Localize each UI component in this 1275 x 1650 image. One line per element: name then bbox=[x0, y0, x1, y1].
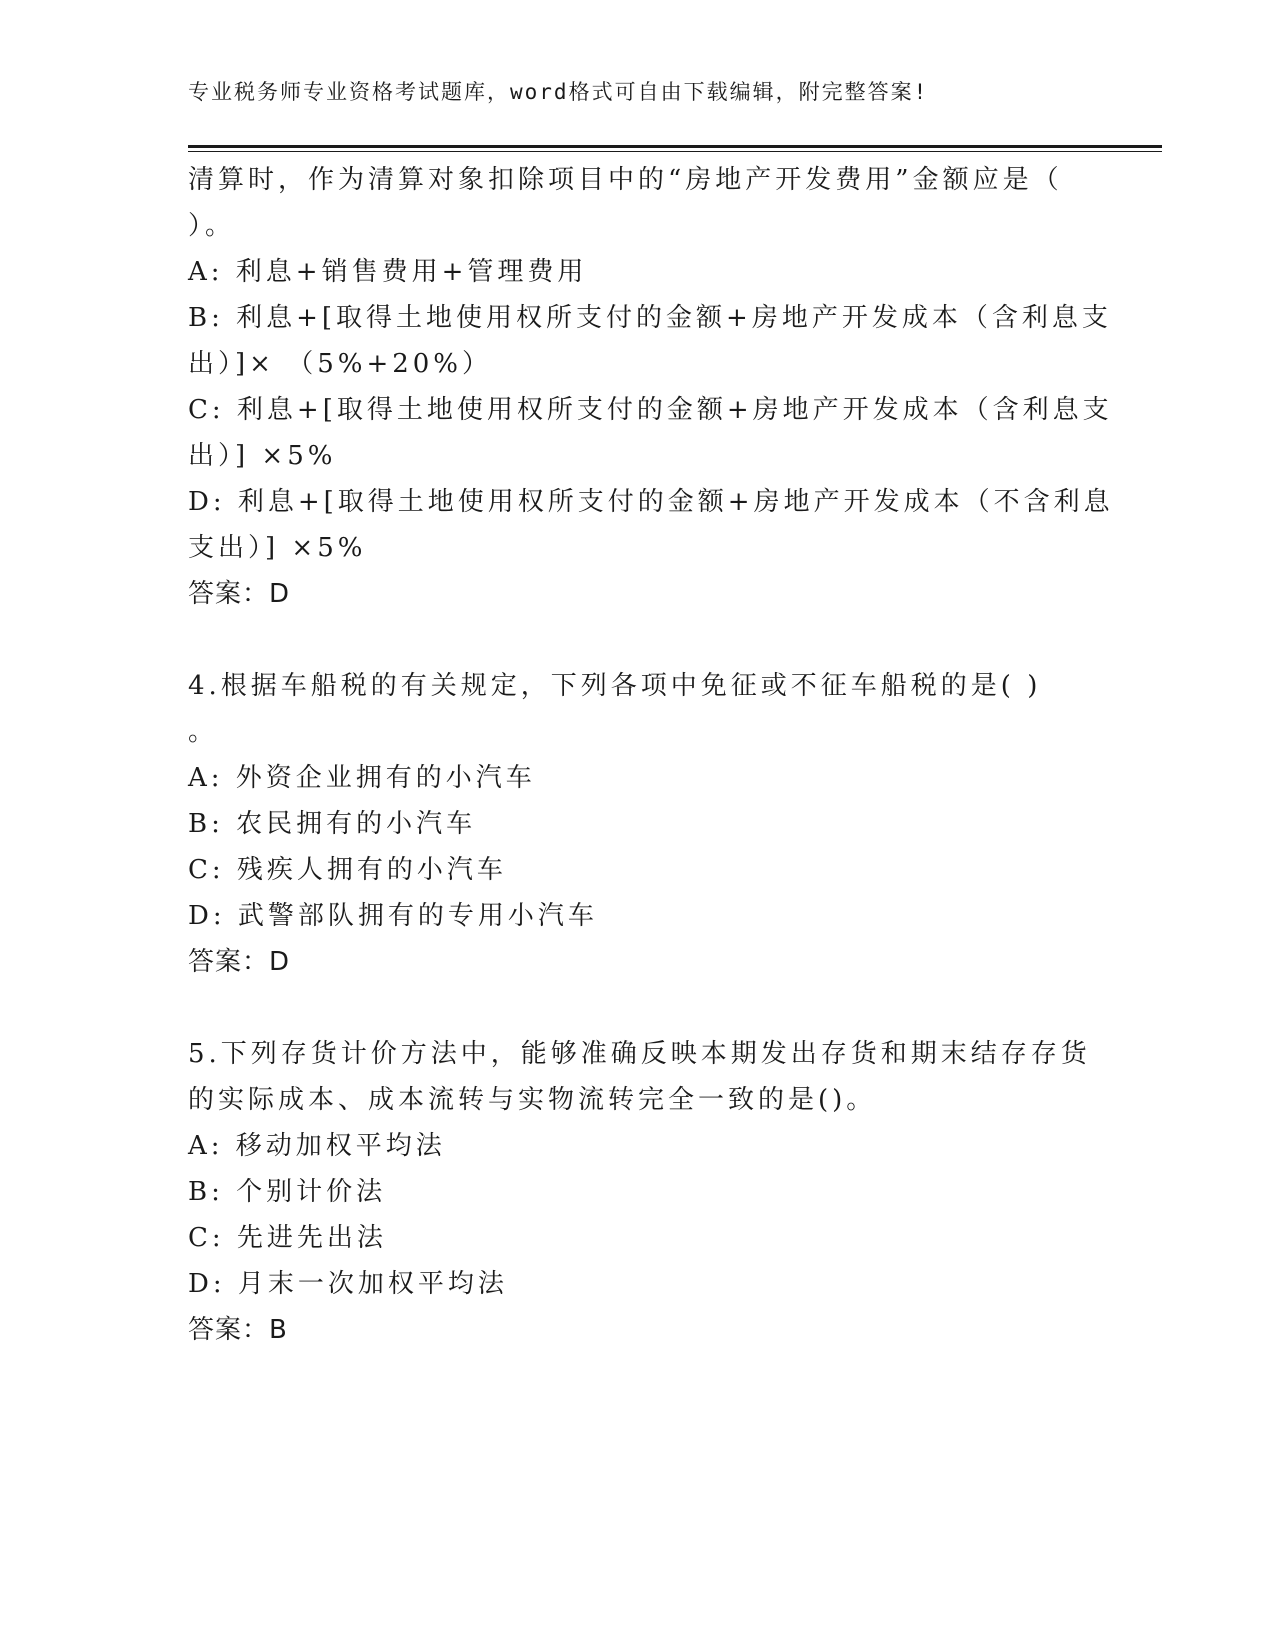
option-c: C: 残疾人拥有的小汽车 bbox=[188, 855, 507, 885]
answer-line: 答案：B bbox=[188, 1315, 288, 1345]
spacer bbox=[188, 985, 1068, 1031]
question-stem-line: 的实际成本、成本流转与实物流转完全一致的是()。 bbox=[188, 1085, 877, 1115]
option-b: B: 个别计价法 bbox=[188, 1177, 387, 1207]
option-d-cont: 支出）] ×5% bbox=[188, 533, 367, 563]
question-stem-line: 清算时，作为清算对象扣除项目中的“房地产开发费用”金额应是（ bbox=[188, 165, 1063, 195]
option-a: A: 移动加权平均法 bbox=[188, 1131, 446, 1161]
option-b-cont: 出）]× （5%+20%） bbox=[188, 349, 493, 379]
option-a: A: 外资企业拥有的小汽车 bbox=[188, 763, 536, 793]
question-block bbox=[188, 157, 1114, 617]
option-c-cont: 出）] ×5% bbox=[188, 441, 337, 471]
option-d: D: 武警部队拥有的专用小汽车 bbox=[188, 901, 598, 931]
document-body bbox=[188, 157, 1114, 1353]
question-stem-line: ）。 bbox=[188, 211, 236, 241]
question-stem-line: 5.下列存货计价方法中，能够准确反映本期发出存货和期末结存存货 bbox=[188, 1039, 1091, 1069]
option-c: C: 先进先出法 bbox=[188, 1223, 387, 1253]
answer-line: 答案：D bbox=[188, 579, 291, 609]
question-block bbox=[188, 663, 1068, 985]
question-stem-line: 。 bbox=[188, 717, 219, 747]
option-a: A: 利息+销售费用+管理费用 bbox=[188, 257, 588, 287]
question-stem-line: 4.根据车船税的有关规定，下列各项中免征或不征车船税的是( ) bbox=[188, 671, 1042, 701]
option-d: D: 利息+[取得土地使用权所支付的金额+房地产开发成本（不含利息 bbox=[188, 487, 1114, 517]
question-block bbox=[188, 1031, 1091, 1353]
page-header: 专业税务师专业资格考试题库，word格式可自由下载编辑，附完整答案! bbox=[188, 80, 929, 104]
spacer bbox=[188, 617, 1068, 663]
option-b: B: 农民拥有的小汽车 bbox=[188, 809, 477, 839]
option-b: B: 利息+[取得土地使用权所支付的金额+房地产开发成本（含利息支 bbox=[188, 303, 1112, 333]
answer-line: 答案：D bbox=[188, 947, 291, 977]
header-rule-thick bbox=[188, 145, 1162, 148]
option-d: D: 月末一次加权平均法 bbox=[188, 1269, 508, 1299]
option-c: C: 利息+[取得土地使用权所支付的金额+房地产开发成本（含利息支 bbox=[188, 395, 1113, 425]
header-rule-thin bbox=[188, 151, 1162, 152]
